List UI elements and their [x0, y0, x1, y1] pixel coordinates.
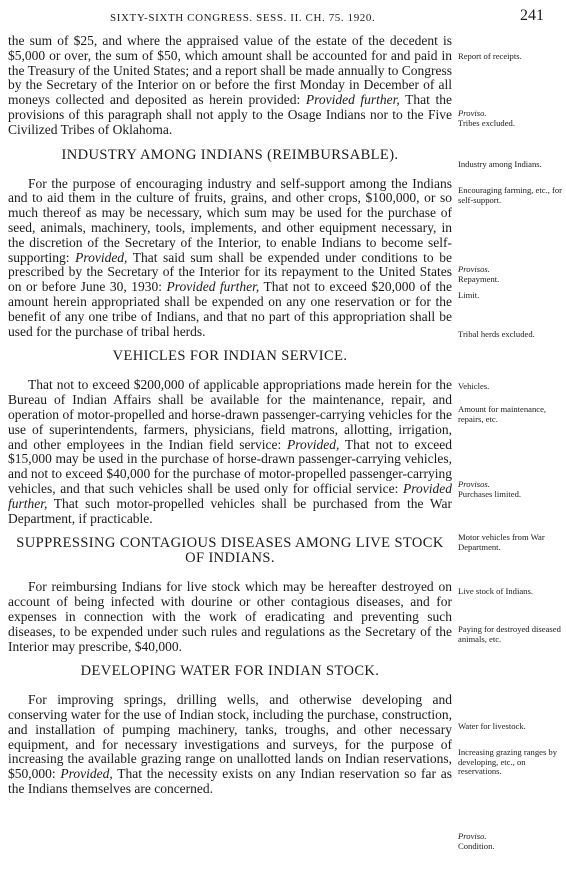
page-number: 241: [520, 7, 544, 24]
paragraph-industry: For the purpose of encouraging industry and self-support among the Indians and to aid them in the culture of fruits, grains, and other crops, $100,000, or so much thereof as may be necessary, which sum may be used for the purchase of seed, animals, machinery, tools, implements, and other equipment necessary, in the discretion of the Secretary of the Interior, to enable Indians to become self-supporting: Provided, That said sum shall be expended under conditions to be prescribed by the Secretary of the Interior for its repayment to the United States on or before June 30, 1930: Provided further, That not to exceed $20,000 of the amount herein appropriated shall be expended on any one reservation or for the benefit of any one tribe of Indians, and that no part of this appropriation shall be used for the purchase of tribal herds.: [8, 175, 452, 339]
heading-developing-water: DEVELOPING WATER FOR INDIAN STOCK.: [80, 663, 380, 680]
heading-vehicles: VEHICLES FOR INDIAN SERVICE.: [112, 348, 348, 365]
margin-note-tribal-herds: Tribal herds excluded.: [458, 329, 535, 339]
margin-note-motor-vehicles: Motor vehicles from War Department.: [458, 532, 545, 552]
main-text-column: [8, 34, 452, 797]
margin-note-increasing-grazing: Increasing grazing ranges by developing, etc., on reservations.: [458, 747, 558, 776]
heading-industry-among-indians: INDUSTRY AMONG INDIANS (REIMBURSABLE).: [61, 146, 399, 163]
margin-note-paying-destroyed: Paying for destroyed diseased animals, etc.: [458, 624, 561, 644]
margin-note-limit: Limit.: [458, 290, 480, 300]
margin-note-water-livestock: Water for livestock.: [458, 721, 526, 731]
margin-notes: [458, 0, 566, 880]
margin-note-vehicles: Vehicles.: [458, 381, 490, 391]
margin-note-provisos-purchases: Provisos. Purchases limited.: [458, 479, 522, 499]
margin-note-amount-maintenance: Amount for maintenance, repairs, etc.: [458, 404, 547, 424]
margin-note-encouraging: Encouraging farming, etc., for self-support.: [458, 185, 563, 205]
margin-note-proviso-condition: Proviso. Condition.: [458, 831, 495, 851]
margin-note-proviso-tribes: Proviso. Tribes excluded.: [458, 108, 515, 128]
running-head: SIXTY-SIXTH CONGRESS. SESS. II. CH. 75. 1920.: [110, 12, 376, 24]
margin-note-live-stock: Live stock of Indians.: [458, 586, 533, 596]
margin-note-report-receipts: Report of receipts.: [458, 51, 522, 61]
heading-suppressing-diseases: SUPPRESSING CONTAGIOUS DISEASES AMONG LIVE STOCK OF INDIANS.: [16, 535, 444, 567]
margin-note-industry-among: Industry among Indians.: [458, 159, 542, 169]
paragraph-vehicles: That not to exceed $200,000 of applicable appropriations made herein for the Bureau of Indian Affairs shall be available for the maintenance, repair, and operation of motor-propelled and horse-drawn passenger-carrying vehicles for the use of superintendents, farmers, physicians, field matrons, allotting, irrigation, and other employees in the Indian field service: Provided, That not to exceed $15,000 may be used in the purchase of horse-drawn passenger-carrying vehicles, and not to exceed $40,000 for the purchase of motor-propelled passenger-carrying vehicles, and that such vehicles shall be used only for official service: Provided further, That such motor-propelled vehicles shall be purchased from the War Department, if practicable.: [8, 377, 452, 526]
paragraph-estate-fees: the sum of $25, and where the appraised value of the estate of the decedent is $5,000 or over, the sum of $50, which amount shall be accounted for and paid in the Treasury of the United States; and a report shall be made annually to Congress by the Secretary of the Interior on or before the first Monday in December of all moneys collected and deposited as herein provided: Provided further, That the provisions of this paragraph shall not apply to the Osage Indians nor to the Five Civilized Tribes of Oklahoma.: [8, 33, 452, 137]
margin-note-provisos-repayment: Provisos. Repayment.: [458, 264, 500, 284]
paragraph-water: For improving springs, drilling wells, and otherwise developing and conserving water for the use of Indian stock, including the purchase, construction, and installation of pumping machinery, tanks, troughs, and other necessary equipment, and for necessary investigations and surveys, for the purpose of increasing the available grazing range on unallotted lands on Indian reservations, $50,000: Provided, That the necessity exists on any Indian reservation so far as the Indians themselves are concerned.: [8, 692, 452, 797]
paragraph-diseases: For reimbursing Indians for live stock which may be hereafter destroyed on account of being infected with dourine or other contagious diseases, and for expenses in connection with the work of eradicating and preventing such diseases, to be expended under such rules and regulations as the Secretary of the Interior may prescribe, $40,000.: [8, 579, 452, 654]
